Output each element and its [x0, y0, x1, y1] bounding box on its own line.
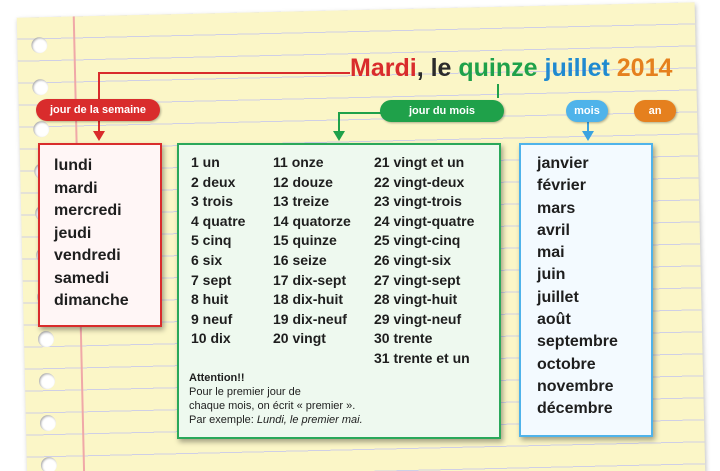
number-item: 6 six — [191, 251, 223, 268]
month-item: décembre — [537, 400, 613, 418]
note-example-prefix: Par exemple: — [189, 414, 257, 426]
note-line: Pour le premier jour de — [189, 386, 301, 398]
title-separator: , le — [416, 54, 452, 82]
number-item: 30 trente — [374, 330, 433, 347]
month-item: janvier — [537, 155, 589, 172]
number-item: 1 un — [191, 154, 220, 170]
weekday-item: jeudi — [54, 224, 92, 242]
weekday-item: mardi — [54, 179, 98, 197]
number-item: 19 dix-neuf — [273, 310, 347, 327]
connector-day-lower — [338, 112, 340, 132]
number-item: 15 quinze — [273, 232, 337, 249]
month-item: août — [537, 311, 571, 329]
number-item: 18 dix-huit — [273, 291, 344, 308]
number-item: 13 treize — [273, 193, 330, 210]
title-month: juillet — [544, 54, 610, 82]
connector-day-vertical — [497, 84, 499, 98]
month-item: juillet — [537, 288, 579, 306]
binder-hole — [33, 121, 49, 137]
binder-hole — [31, 37, 47, 53]
binder-hole — [39, 373, 55, 389]
weekdays-list — [54, 155, 129, 313]
number-item: 16 seize — [273, 251, 327, 268]
attention-note — [189, 371, 489, 427]
months-list — [537, 153, 618, 421]
number-item: 4 quatre — [191, 212, 246, 229]
weekday-item: vendredi — [54, 247, 121, 264]
month-item: juin — [537, 266, 566, 284]
label-weekday: jour de la semaine — [36, 99, 160, 121]
connector-weekday-horizontal — [98, 72, 350, 74]
number-item: 11 onze — [273, 154, 324, 170]
number-item: 21 vingt et un — [374, 154, 465, 170]
note-line: chaque mois, on écrit « premier ». — [189, 400, 356, 412]
number-item: 3 trois — [191, 193, 234, 210]
numbers-column-1 — [191, 153, 245, 349]
day-numbers-box — [177, 143, 501, 439]
date-title — [350, 54, 672, 83]
number-item: 27 vingt-sept — [374, 271, 461, 288]
connector-weekday-vertical — [98, 72, 100, 100]
number-item: 26 vingt-six — [374, 251, 452, 268]
weekday-item: dimanche — [54, 292, 129, 309]
weekdays-box — [38, 143, 162, 327]
number-item: 23 vingt-trois — [374, 193, 462, 210]
number-item: 14 quatorze — [273, 212, 351, 229]
number-item: 8 huit — [191, 291, 229, 308]
weekday-item: mercredi — [54, 202, 122, 219]
label-year: an — [634, 100, 676, 122]
connector-day-horizontal — [338, 112, 382, 114]
arrow-down-icon — [93, 131, 105, 141]
number-item: 10 dix — [191, 330, 231, 347]
weekday-item: lundi — [54, 157, 93, 174]
number-item: 12 douze — [273, 173, 333, 190]
number-item: 25 vingt-cinq — [374, 232, 461, 249]
number-item: 24 vingt-quatre — [374, 212, 475, 229]
numbers-column-3 — [374, 153, 474, 369]
month-item: septembre — [537, 333, 618, 351]
numbers-column-2 — [273, 153, 351, 349]
binder-hole — [32, 79, 48, 95]
number-item: 31 trente et un — [374, 349, 470, 366]
month-item: avril — [537, 221, 570, 239]
weekday-item: samedi — [54, 269, 110, 287]
month-item: novembre — [537, 377, 614, 395]
number-item: 29 vingt-neuf — [374, 310, 462, 327]
month-item: mars — [537, 199, 576, 217]
title-day-name: Mardi — [350, 54, 417, 82]
number-item: 7 sept — [191, 271, 232, 288]
month-item: février — [537, 177, 586, 195]
number-item: 22 vingt-deux — [374, 173, 465, 190]
number-item: 2 deux — [191, 173, 236, 190]
number-item: 17 dix-sept — [273, 271, 347, 288]
note-example — [189, 413, 489, 427]
arrow-down-icon — [582, 131, 594, 141]
month-item: mai — [537, 244, 565, 262]
months-box — [519, 143, 653, 437]
note-example-text: Lundi, le premier mai. — [256, 414, 363, 426]
label-day-of-month: jour du mois — [380, 100, 504, 122]
number-item: 5 cinq — [191, 232, 232, 249]
number-item: 20 vingt — [273, 330, 326, 347]
binder-hole — [38, 331, 54, 347]
title-day-number: quinze — [458, 54, 538, 82]
month-item: octobre — [537, 355, 596, 373]
number-item: 9 neuf — [191, 310, 233, 327]
number-item: 28 vingt-huit — [374, 291, 458, 308]
binder-hole — [41, 457, 57, 471]
label-month: mois — [566, 100, 608, 122]
arrow-down-icon — [333, 131, 345, 141]
note-title: Attention!! — [189, 372, 245, 384]
binder-hole — [40, 415, 56, 431]
title-year: 2014 — [616, 54, 673, 82]
